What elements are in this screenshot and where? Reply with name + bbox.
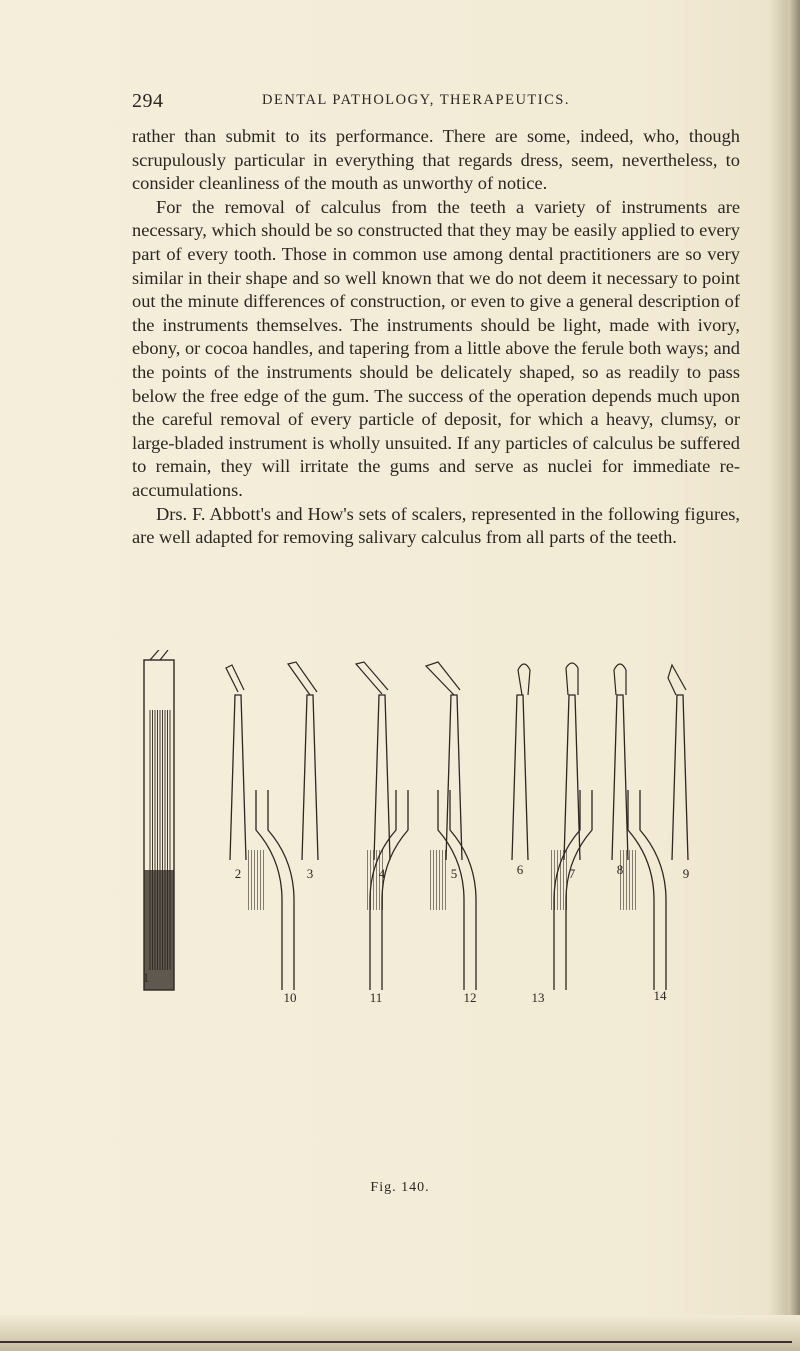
scaler-6-shaft: [512, 695, 528, 860]
figure-label-6: 6: [516, 862, 524, 877]
figure-label-9: 9: [682, 866, 690, 881]
figure-140: [120, 650, 720, 1010]
scaler-11-shaft-edge: [382, 790, 408, 990]
figure-label-7: 7: [568, 866, 576, 881]
figure-label-12: 12: [463, 990, 477, 1005]
running-title: DENTAL PATHOLOGY, THERAPEUTICS.: [262, 92, 570, 108]
scaler-12-shaft: [438, 790, 464, 990]
figure-label-10: 10: [283, 990, 297, 1005]
scaler-14-shaft: [628, 790, 654, 990]
scaler-3-shaft: [302, 695, 318, 860]
scaler-6-tip: [518, 664, 530, 695]
scaler-9-shaft: [672, 695, 688, 860]
scaler-2-tip: [226, 665, 244, 692]
figure-label-4: 4: [378, 866, 386, 881]
scaler-5-tip: [426, 662, 460, 695]
figure-label-2: 2: [234, 866, 242, 881]
figure-label-8: 8: [616, 862, 624, 877]
scaler-8-shaft: [612, 695, 628, 860]
figure-caption: [0, 1180, 800, 1196]
scaler-1-tip: [150, 650, 168, 660]
figure-caption-text: Fig. 140.: [370, 1180, 430, 1195]
scaler-3-tip: [288, 662, 317, 695]
scaler-7-tip: [566, 663, 578, 695]
page-header: [0, 90, 800, 114]
paragraph-3: Drs. F. Abbott's and How's sets of scalers, represented in the following figures, are well adapted for removing salivary calculus from all parts of the teeth.: [132, 503, 740, 548]
page-bottom-edge: [0, 1315, 800, 1351]
page-number: 294: [132, 90, 164, 112]
page-edge-line: [0, 1341, 792, 1343]
scaler-4-tip: [356, 662, 388, 694]
paragraph-1: rather than submit to its performance. There are some, indeed, who, though scrupulously particular in everything that regards dress, seem, nevertheless, to consider cleanliness of the mouth as unworthy of notice.: [132, 126, 740, 194]
paragraph-2: For the removal of calculus from the teeth a variety of instruments are necessary, which should be so constructed that they may be easily applied to every part of every tooth. Those in common use among dental practitioners are so very similar in their shape and so well known that we do not deem it necessary to point out the minute differences of construction, or even to give a general description of the instruments themselves. The instruments should be light, made with ivory, ebony, or cocoa handles, and tapering from a little above the ferule both ways; and the points of the instruments should be delicately shaped, so as readily to pass below the free edge of the gum. The success of the operation depends much upon the careful removal of every particle of deposit, for which a heavy, clumsy, or large-bladed instrument is wholly unsuited. If any particles of calculus be suffered to remain, they will irritate the gums and serve as nuclei for immediate re-accumulations.: [132, 196, 740, 500]
scaler-10-shaft: [256, 790, 282, 990]
scaler-illustration: [120, 650, 720, 1010]
figure-label-3: 3: [306, 866, 314, 881]
figure-label-1: 1: [142, 970, 150, 985]
scaler-4-shaft: [374, 695, 390, 860]
figure-label-14: 14: [653, 988, 667, 1003]
page-right-edge: [788, 0, 800, 1351]
figure-label-13: 13: [531, 990, 545, 1005]
scaler-8-tip: [614, 664, 626, 695]
figure-label-11: 11: [369, 990, 383, 1005]
figure-label-5: 5: [450, 866, 458, 881]
scaler-9-tip: [668, 665, 686, 695]
scaler-2-shaft: [230, 695, 246, 860]
body-text: [132, 125, 740, 550]
scaler-7-shaft: [564, 695, 580, 860]
